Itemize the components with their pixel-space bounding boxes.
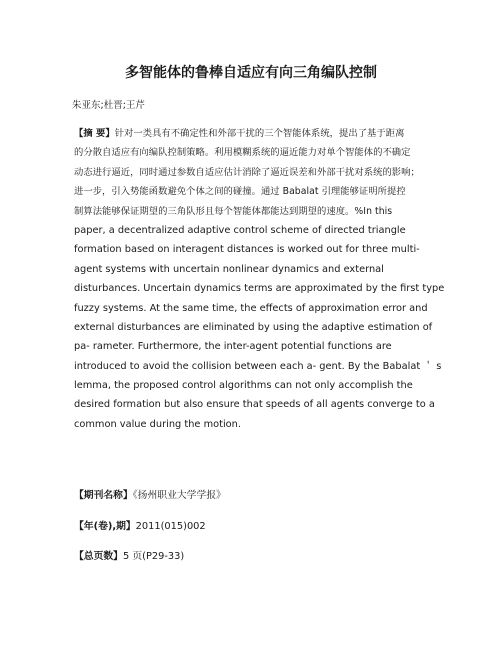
abstract-line: pa- rameter. Furthermore, the inter-agent potential functions are [74,341,392,353]
abstract-line: external disturbances are eliminated by using the adaptive estimation of [74,321,433,333]
journal-name-row [74,487,226,501]
abstract-line: paper, a decentralized adaptive control scheme of directed triangle [74,224,406,236]
page-count-row [74,548,184,562]
abstract-line: common value during the motion. [74,418,241,430]
abstract-line [74,124,434,143]
issue-row [74,518,206,532]
abstract-text: 针对一类具有不确定性和外部干扰的三个智能体系统，提出了基于距离 [114,128,405,139]
abstract-line: 动态进行逼近，同时通过参数自适应估计消除了逼近误差和外部干扰对系统的影响； [74,166,420,178]
issue-value: 2011(015)002 [135,521,206,532]
abstract-line: introduced to avoid the collision between each a- gent. By the Babalat ＇ s [74,360,442,372]
paper-title: 多智能体的鲁棒自适应有向三角编队控制 [125,65,377,81]
issue-label: 【年(卷),期】 [74,521,136,532]
abstract-line: lemma, the proposed control algorithms can not only accomplish the [74,380,413,392]
pages-value: 5 页(P29-33) [122,551,185,562]
abstract-line: 进一步，引入势能函数避免个体之间的碰撞。通过 Babalat 引理能够证明所提控 [74,186,406,198]
abstract-line: desired formation but also ensure that speeds of all agents converge to a [74,399,435,411]
abstract-section [74,124,445,434]
pages-label: 【总页数】 [74,551,123,562]
abstract-line: formation based on interagent distances is worked out for three multi- [74,244,420,256]
journal-value: 《扬州职业大学学报》 [132,490,226,501]
paper-authors: 朱亚东;杜晋;王芹 [72,100,145,111]
abstract-line: disturbances. Uncertain dynamics terms are approximated by the first type [74,283,445,295]
journal-label: 【期刊名称】 [74,490,133,501]
abstract-line: 的分散自适应有向编队控制策略。利用模糊系统的逼近能力对单个智能体的不确定 [74,147,411,159]
abstract-line: agent systems with uncertain nonlinear dynamics and external [74,263,384,275]
abstract-line: fuzzy systems. At the same time, the effects of approximation error and [74,302,428,314]
abstract-line: 制算法能够保证期望的三角队形且每个智能体都能达到期望的速度。%In this [74,205,393,217]
abstract-label: 【摘 要】 [74,128,115,139]
